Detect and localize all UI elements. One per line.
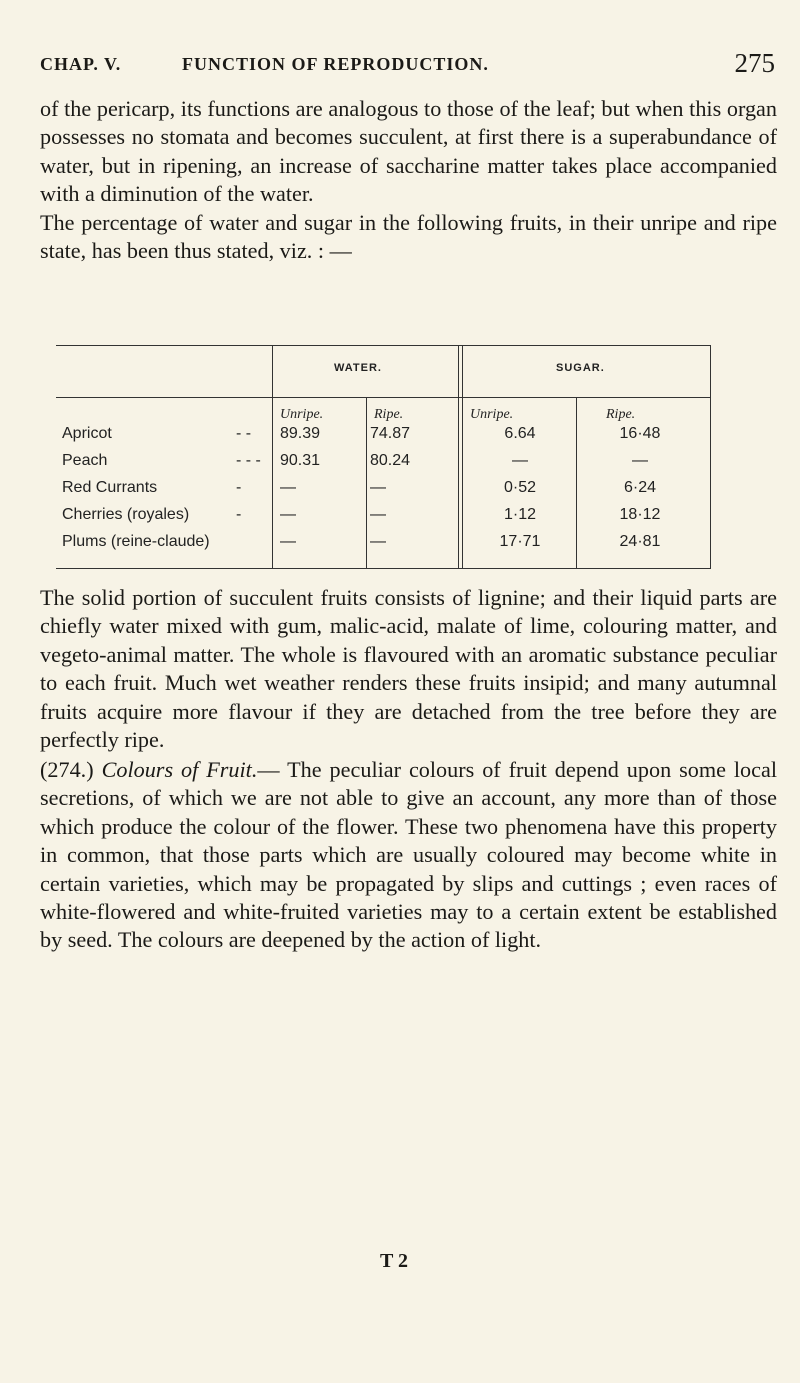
- subheader-sugar-ripe: Ripe.: [606, 407, 636, 422]
- subheader-sugar-unripe: Unripe.: [470, 407, 514, 422]
- cell-water-ripe: —: [370, 506, 386, 523]
- paragraph-colours-of-fruit: [40, 756, 777, 955]
- cell-water-ripe: 80.24: [370, 452, 411, 469]
- section-heading: Colours of Fruit.: [101, 757, 258, 782]
- cell-sugar-unripe: 1·12: [503, 506, 537, 523]
- cell-sugar-unripe: 6.64: [504, 425, 536, 442]
- cell-sugar-unripe: —: [512, 452, 528, 469]
- cell-water-ripe: —: [370, 479, 386, 496]
- signature-mark: T 2: [380, 1250, 408, 1272]
- cell-water-ripe: 74.87: [370, 425, 411, 442]
- row-fruit-name: Cherries (royales): [62, 506, 190, 523]
- paragraph-table-intro: The percentage of water and sugar in the following fruits, in their unripe and ripe state, has been thus stated, viz. : —: [40, 210, 777, 264]
- table-row: [56, 452, 711, 476]
- table-row: [56, 479, 711, 503]
- table-header-rule: [56, 397, 272, 398]
- row-fruit-name: Peach: [62, 452, 108, 469]
- cell-sugar-ripe: 24·81: [619, 533, 661, 550]
- table-bottom-rule: [56, 568, 711, 569]
- running-header: [40, 48, 775, 84]
- cell-sugar-ripe: 16·48: [619, 425, 661, 442]
- cell-sugar-unripe: 17·71: [499, 533, 541, 550]
- row-leader: - - -: [236, 452, 261, 469]
- row-leader: - -: [236, 425, 252, 442]
- row-fruit-name: Apricot: [62, 425, 112, 442]
- section-body: — The peculiar colours of fruit depend upon some local secretions, of which we are not able to give an account, any more than of those which produce the colour of the flower. These two phenomena have this property in common, that those parts which are usually coloured may become white in certain varieties, which may be propagated by slips and cuttings ; even races of white-flowered and white-fruited varieties may to a certain extent be established by seed. The colours are deepened by the action of light.: [40, 757, 778, 953]
- cell-sugar-ripe: —: [632, 452, 648, 469]
- running-title: FUNCTION OF REPRODUCTION.: [182, 54, 489, 74]
- table-subheader-rule: [272, 397, 711, 398]
- table-row: [56, 506, 711, 530]
- section-number: (274.): [40, 757, 102, 782]
- cell-sugar-ripe: 18·12: [619, 506, 661, 523]
- cell-sugar-ripe: 6·24: [623, 479, 657, 496]
- cell-water-unripe: 90.31: [280, 452, 321, 469]
- cell-sugar-unripe: 0·52: [503, 479, 537, 496]
- subheader-water-ripe: Ripe.: [374, 407, 404, 422]
- table-top-rule: [56, 345, 711, 346]
- paragraph-pericarp: of the pericarp, its functions are analogous to those of the leaf; but when this organ possesses no stomata and becomes succulent, at first there is a superabundance of water, but in ripening, an increase of saccharine matter takes place accompanied with a diminution of the water.: [40, 96, 777, 207]
- sugar-group-header: SUGAR.: [556, 362, 605, 374]
- cell-water-ripe: —: [370, 533, 386, 550]
- chapter-label: CHAP. V.: [40, 54, 122, 74]
- row-leader: -: [236, 479, 242, 496]
- water-group-header: WATER.: [334, 362, 382, 374]
- cell-water-unripe: 89.39: [280, 425, 321, 442]
- table-row: [56, 533, 711, 557]
- row-fruit-name: Plums (reine-claude): [62, 533, 210, 550]
- subheader-water-unripe: Unripe.: [280, 407, 324, 422]
- row-fruit-name: Red Currants: [62, 479, 158, 496]
- cell-water-unripe: —: [280, 479, 296, 496]
- cell-water-unripe: —: [280, 533, 296, 550]
- water-sugar-table: [56, 345, 711, 570]
- cell-water-unripe: —: [280, 506, 296, 523]
- paragraph-succulent-fruits: The solid portion of succulent fruits consists of lignine; and their liquid parts are chiefly water mixed with gum, malic-acid, malate of lime, colouring matter, and vegeto-animal matter. The whole is flavoured with an aromatic substance peculiar to each fruit. Much wet weather renders these fruits insipid; and many autumnal fruits acquire more flavour if they are detached from the tree before they are perfectly ripe.: [40, 585, 777, 753]
- page-number: 275: [734, 48, 775, 78]
- table-row: [56, 425, 711, 449]
- row-leader: -: [236, 506, 242, 523]
